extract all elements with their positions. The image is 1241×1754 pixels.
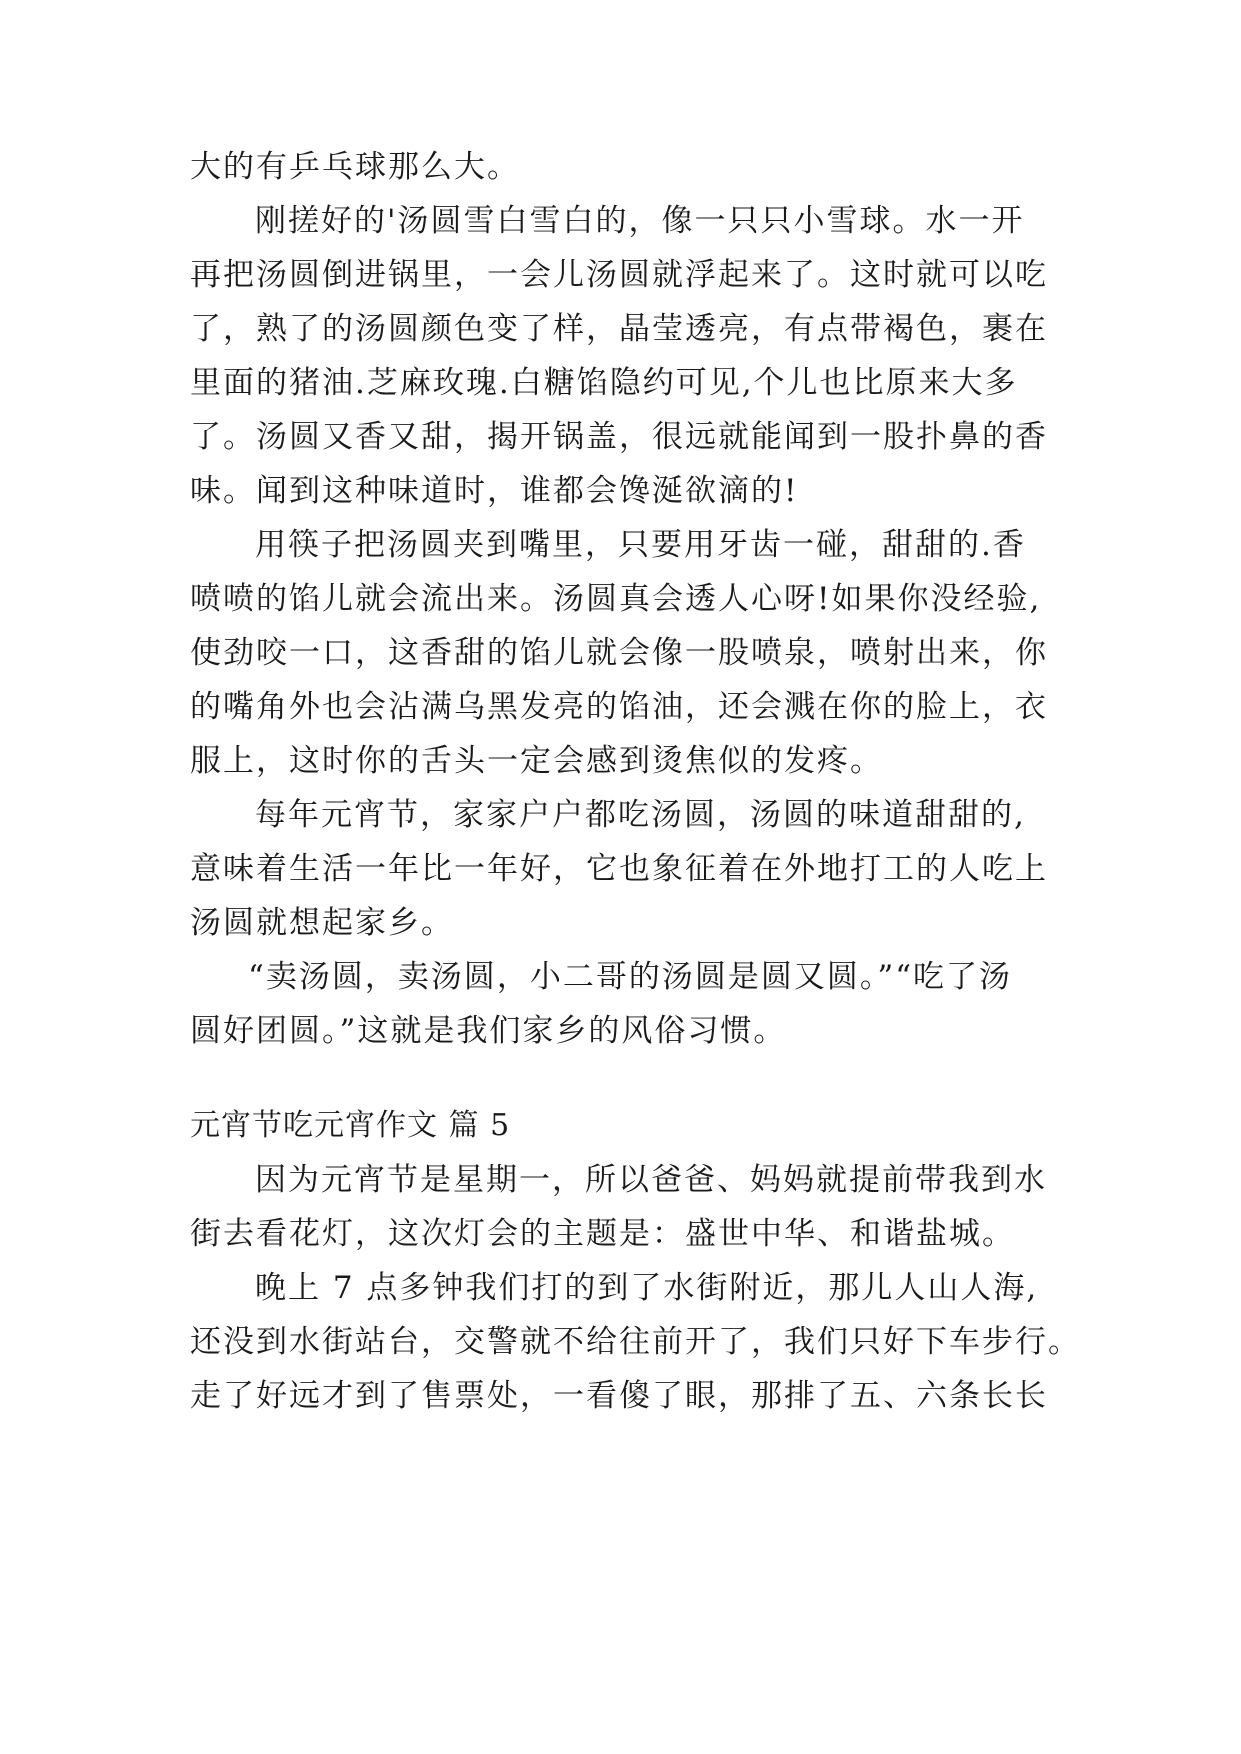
paragraph-first-line: 用筷子把汤圆夹到嘴里，只要用牙齿一碰，甜甜的.香 xyxy=(255,527,1026,563)
text-line: 汤圆就想起家乡。 xyxy=(190,905,454,941)
text-line: 街去看花灯，这次灯会的主题是：盛世中华、和谐盐城。 xyxy=(190,1216,1015,1252)
paragraph-first-line: 每年元宵节，家家户户都吃汤圆，汤圆的味道甜甜的, xyxy=(255,797,1026,833)
section-heading: 元宵节吃元宵作文 篇 5 xyxy=(190,1108,511,1143)
text-line: 意味着生活一年比一年好，它也象征着在外地打工的人吃上 xyxy=(190,851,1048,887)
text-line: 走了好远才到了售票处，一看傻了眼，那排了五、六条长长 xyxy=(190,1378,1048,1414)
text-line: 喷喷的馅儿就会流出来。汤圆真会透人心呀!如果你没经验, xyxy=(190,581,1042,617)
text-line: 还没到水街站台，交警就不给往前开了，我们只好下车步行。 xyxy=(190,1324,1081,1360)
text-line: 的嘴角外也会沾满乌黑发亮的馅油，还会溅在你的脸上，衣 xyxy=(190,689,1048,725)
text-line: 再把汤圆倒进锅里，一会儿汤圆就浮起来了。这时就可以吃 xyxy=(190,257,1048,293)
text-line: 里面的猪油.芝麻玫瑰.白糖馅隐约可见,个儿也比原来大多 xyxy=(190,365,1018,401)
text-line: 味。闻到这种味道时，谁都会馋涎欲滴的! xyxy=(190,473,799,509)
text-line: 使劲咬一口，这香甜的馅儿就会像一股喷泉，喷射出来，你 xyxy=(190,635,1048,671)
paragraph-first-line: 因为元宵节是星期一，所以爸爸、妈妈就提前带我到水 xyxy=(255,1162,1047,1198)
text-line: 大的有乒乓球那么大。 xyxy=(190,149,520,185)
paragraph-first-line: 刚搓好的'汤圆雪白雪白的，像一只只小雪球。水一开 xyxy=(255,203,1025,239)
paragraph-first-line: “卖汤圆，卖汤圆，小二哥的汤圆是圆又圆。”“吃了汤 xyxy=(248,959,1013,995)
paragraph-first-line: 晚上 7 点多钟我们打的到了水街附近，那儿人山人海, xyxy=(255,1270,1039,1306)
text-line: 圆好团圆。”这就是我们家乡的风俗习惯。 xyxy=(190,1013,787,1049)
text-line: 服上，这时你的舌头一定会感到烫焦似的发疼。 xyxy=(190,743,883,779)
text-line: 了。汤圆又香又甜，揭开锅盖，很远就能闻到一股扑鼻的香 xyxy=(190,419,1048,455)
text-line: 了，熟了的汤圆颜色变了样，晶莹透亮，有点带褐色，裹在 xyxy=(190,311,1048,347)
